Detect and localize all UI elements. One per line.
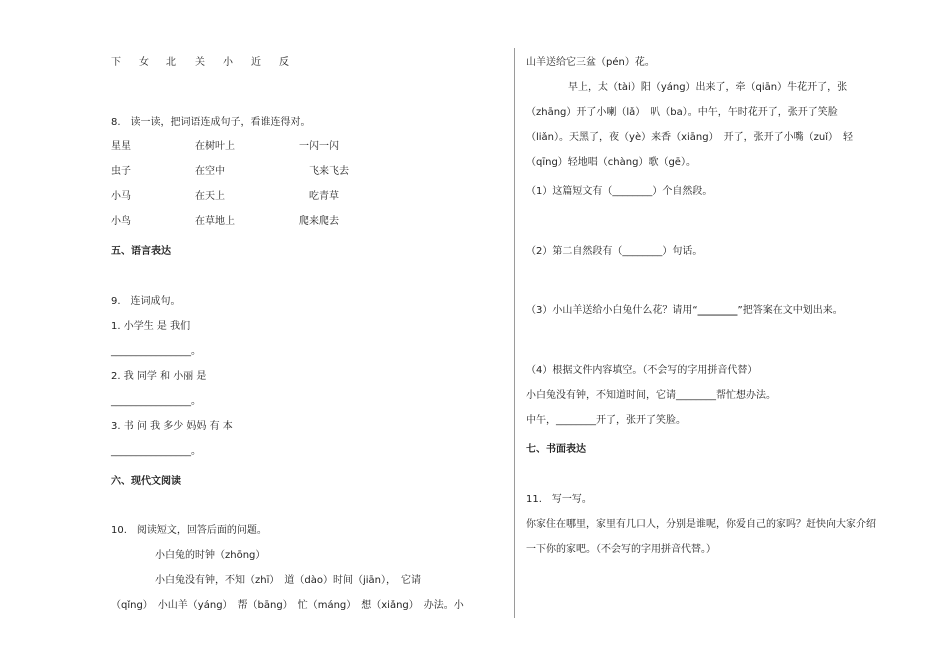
- q10-sub-3: [526, 304, 843, 318]
- q8-r2-c1: 虫子: [111, 166, 131, 177]
- char-3: 北: [166, 57, 176, 68]
- q8-r2-c2: 在空中: [195, 166, 225, 177]
- q9-item-1: 1. 小学生 是 我们: [111, 321, 191, 332]
- char-6: 近: [251, 57, 261, 68]
- char-4: 关: [195, 57, 205, 68]
- story-line-5: （zhāng）开了小喇（lǎ） 叭（ba）。中午，午时花开了，张开了笑脸: [526, 107, 838, 118]
- q10-sub-4-title: （4）根据文件内容填空。（不会写的字用拼音代替）: [526, 365, 758, 376]
- section-6-heading: 六、现代文阅读: [111, 476, 181, 487]
- column-divider: [514, 48, 515, 618]
- right-column: [516, 0, 950, 672]
- q10-sub-2-before: （2）第二自然段有（: [526, 246, 623, 257]
- q8-r3-c1: 小马: [111, 191, 131, 202]
- q10-sub-2-blank[interactable]: ________: [622, 246, 663, 257]
- story-line-3: 山羊送给它三盆（pén）花。: [526, 57, 655, 68]
- q8-r2-c3: 飞来飞去: [309, 166, 349, 177]
- q10-sub-1-before: （1）这篇短文有（: [526, 186, 613, 197]
- q10-sub-3-blank[interactable]: ________: [697, 305, 738, 316]
- char-7: 反: [279, 57, 289, 68]
- q10-title: 10. 阅读短文，回答后面的问题。: [111, 525, 267, 536]
- story-line-1: 小白兔没有钟，不知（zhī） 道（dào）时间（jiān）， 它请: [155, 575, 421, 586]
- character-row: [111, 56, 311, 70]
- q8-r4-c1: 小鸟: [111, 216, 131, 227]
- q11-line-2: 一下你的家吧。（不会写的字用拼音代替。）: [526, 544, 716, 555]
- char-5: 小: [223, 57, 233, 68]
- q10-sub-4-line-1[interactable]: 小白兔没有钟，不知道时间，它请________帮忙想办法。: [526, 390, 776, 401]
- story-line-4: 早上，太（tài）阳（yáng）出来了，牵（qiān）牛花开了，张: [568, 82, 848, 93]
- q11-line-1: 你家住在哪里，家里有几口人，分别是谁呢，你爱自己的家吗？赶快向大家介绍: [526, 519, 876, 530]
- q11-title: 11. 写一写。: [526, 494, 592, 505]
- char-1: 下: [111, 57, 121, 68]
- q9-answer-2: ________________。: [111, 396, 201, 407]
- story-line-7: （qīng）轻地唱（chàng）歌（gē）。: [526, 157, 696, 168]
- section-5-heading: 五、语言表达: [111, 246, 171, 257]
- q10-sub-3-after: ”把答案在文中划出来。: [737, 305, 843, 316]
- story-line-6: （liǎn）。天黑了，夜（yè）来香（xiāng） 开了，张开了小嘴（zuǐ） 轻: [526, 132, 853, 143]
- q10-sub-2-after: ）句话。: [662, 246, 703, 257]
- q9-title: 9. 连词成句。: [111, 296, 181, 307]
- story-line-2: （qǐng） 小山羊（yáng） 帮（bāng） 忙（máng） 想（xiǎng） 办法。小: [111, 600, 464, 611]
- section-7-heading: 七、书面表达: [526, 444, 586, 455]
- q10-sub-3-before: （3）小山羊送给小白兔什么花？请用“: [526, 305, 698, 316]
- story-title: 小白兔的时钟（zhōng）: [155, 550, 266, 561]
- q10-sub-2: [526, 245, 702, 259]
- q10-sub-1-blank[interactable]: ________: [612, 186, 653, 197]
- q9-answer-1: ________________。: [111, 346, 201, 357]
- q10-sub-1: [526, 185, 712, 199]
- q9-item-3: 3. 书 问 我 多少 妈妈 有 本: [111, 421, 233, 432]
- q10-sub-1-after: ）个自然段。: [652, 186, 713, 197]
- q9-item-2: 2. 我 同学 和 小丽 是: [111, 371, 207, 382]
- q8-r1-c3: 一闪一闪: [299, 141, 339, 152]
- q8-r4-c2: 在草地上: [195, 216, 235, 227]
- q8-r4-c3: 爬来爬去: [299, 216, 339, 227]
- q10-sub-4-line-2[interactable]: 中午，________开了，张开了笑脸。: [526, 415, 686, 426]
- q8-r1-c2: 在树叶上: [195, 141, 235, 152]
- q9-answer-3: ________________。: [111, 446, 201, 457]
- q8-r3-c3: 吃青草: [309, 191, 339, 202]
- char-2: 女: [139, 57, 149, 68]
- q8-r3-c2: 在天上: [195, 191, 225, 202]
- q8-r1-c1: 星星: [111, 141, 131, 152]
- q8-title: 8. 读一读，把词语连成句子，看谁连得对。: [111, 117, 311, 128]
